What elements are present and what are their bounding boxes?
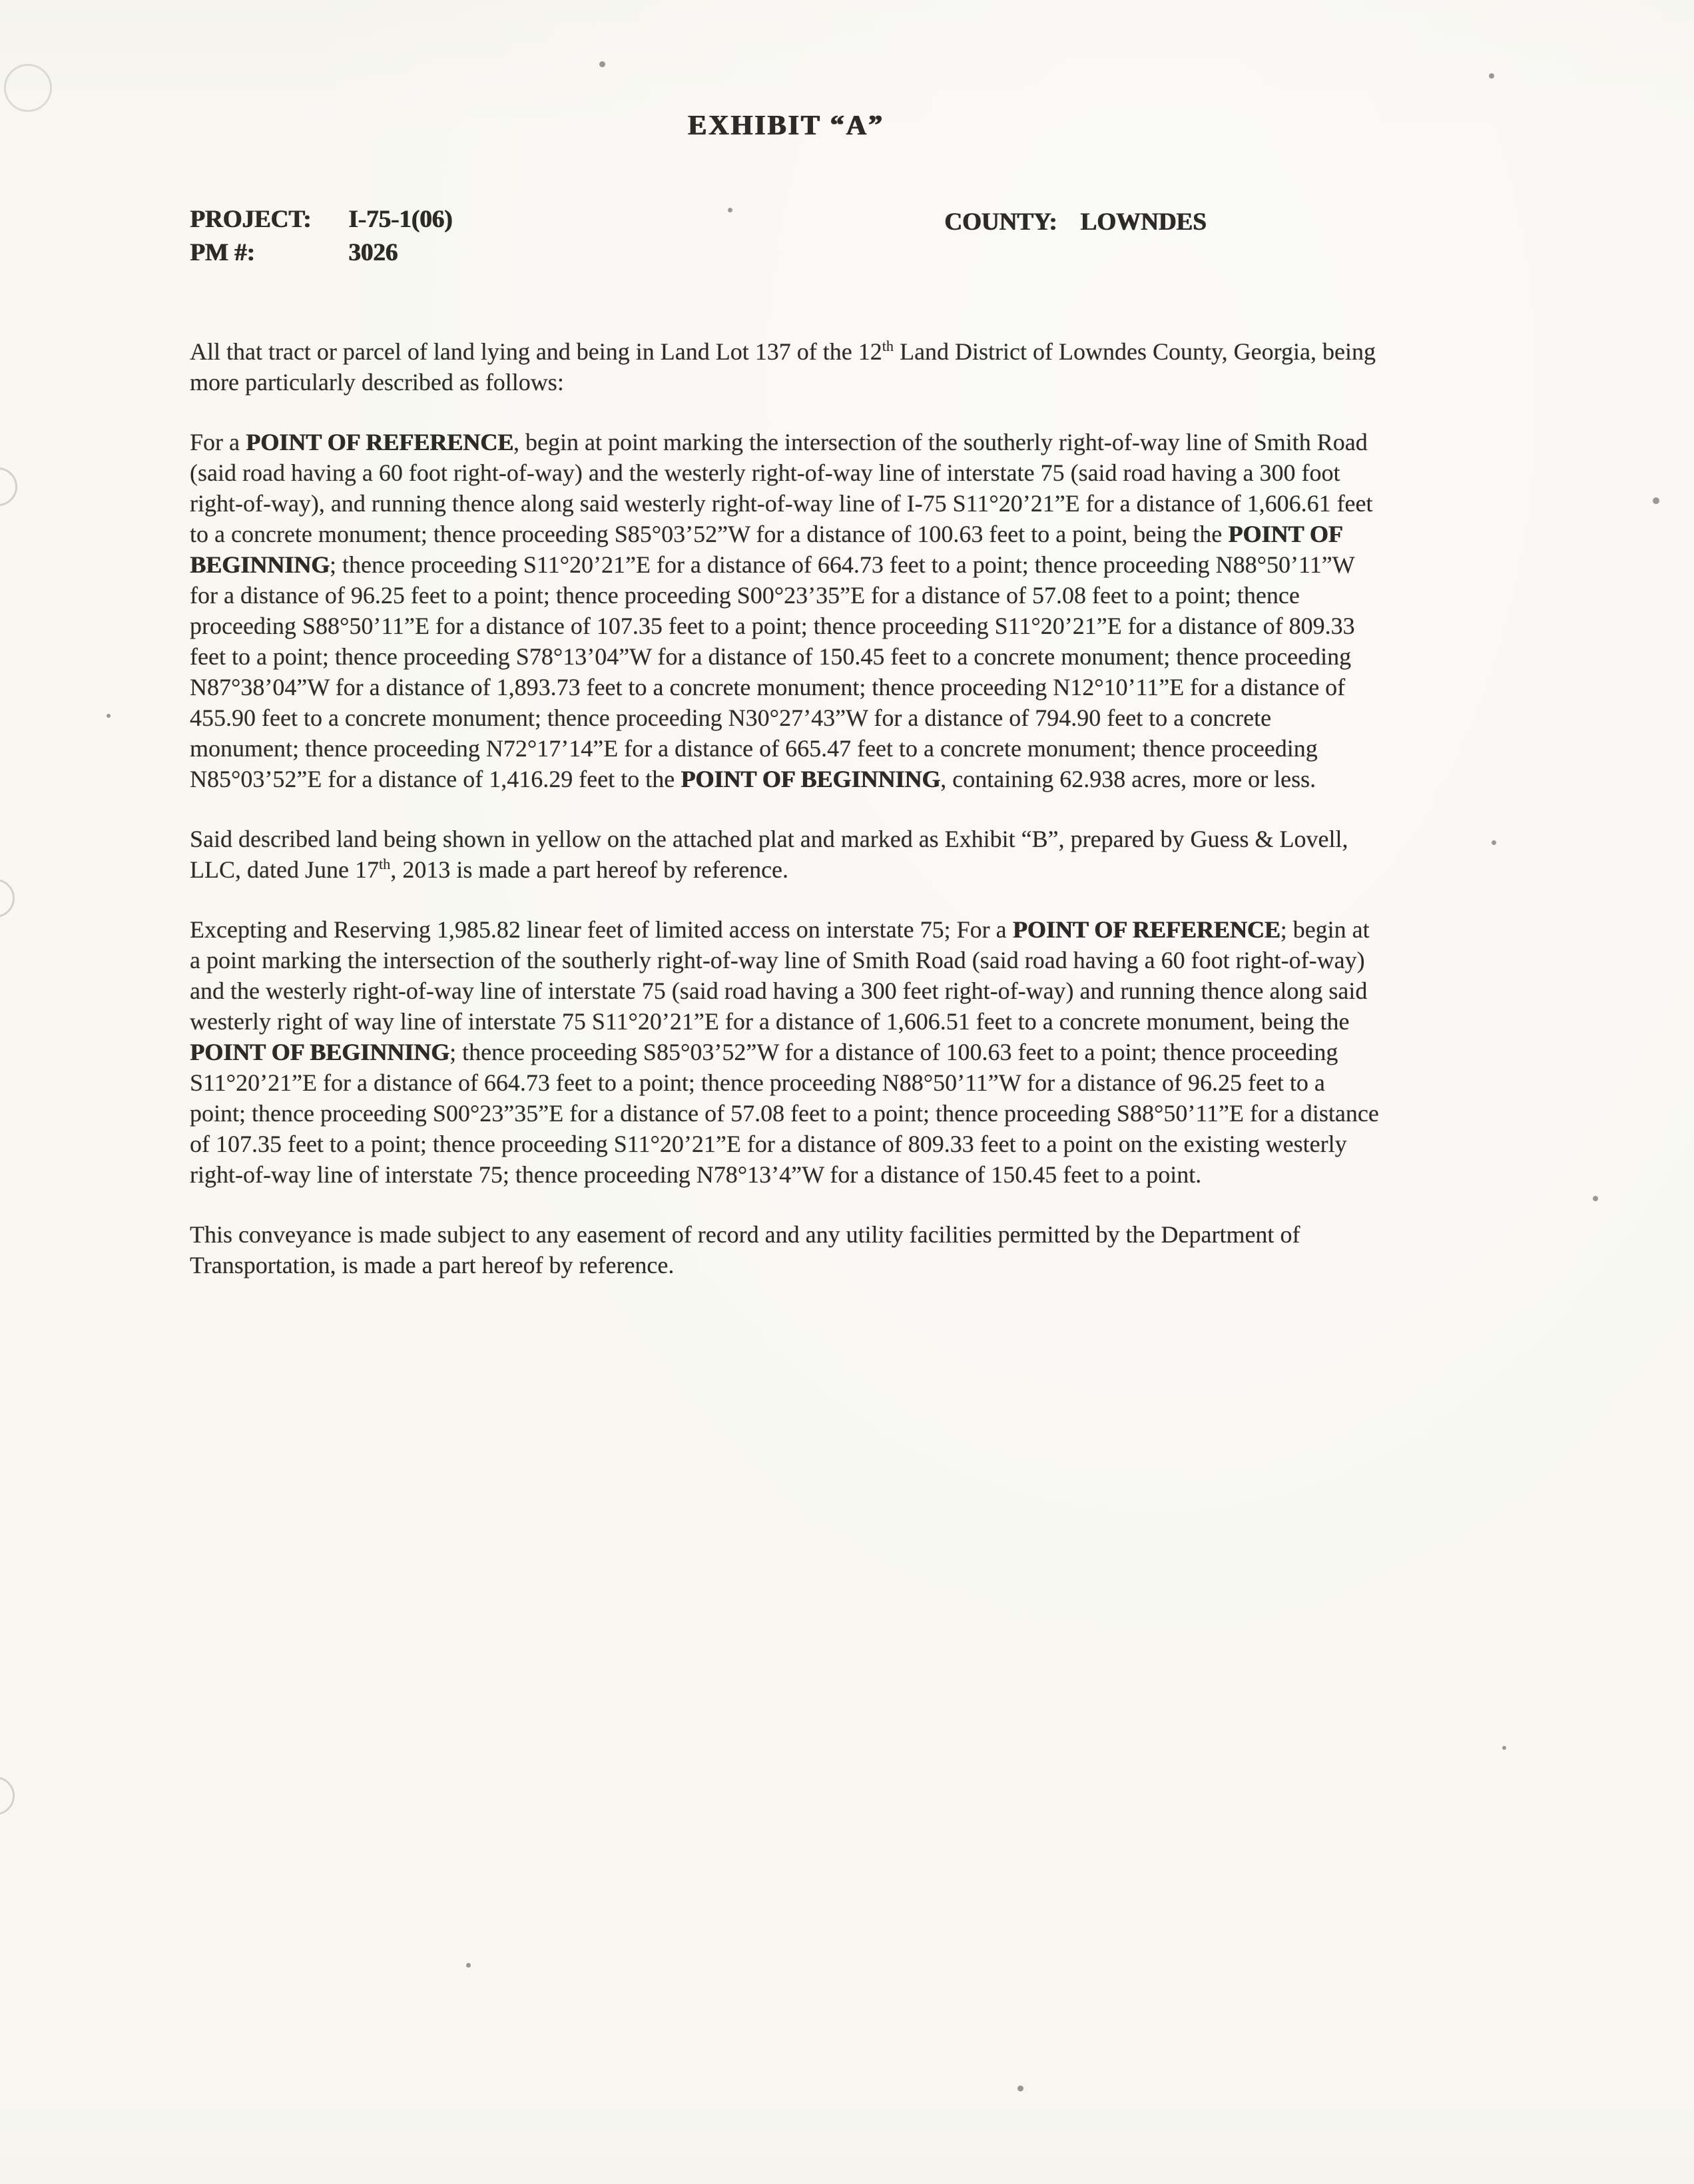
county-label: COUNTY: <box>944 208 1057 236</box>
superscript: th <box>378 856 391 872</box>
paragraph-5 <box>190 1219 1382 1280</box>
scan-speck <box>1492 840 1496 845</box>
paragraph-3 <box>190 824 1382 885</box>
text-run: , containing 62.938 acres, more or less. <box>940 766 1316 792</box>
scan-speck <box>107 714 111 718</box>
text-run: Land District of Lowndes County, Georgia, being more particularly described as follows: <box>190 338 1376 396</box>
scan-speck <box>466 1963 471 1968</box>
text-run: ; thence proceeding S11°20’21”E for a distance of 664.73 feet to a point; thence proceeding N88°50’11”W for a distance of 96.25 feet to a point; thence proceeding S00°23’35”E for a distance of 57.08 feet to a point; thence proceeding S88°50’11”E for a distance of 107.35 feet to a point; thence proceeding S11°20’21”E for a distance of 809.33 feet to a point; thence proceeding S78°13’04”W for a distance of 150.45 feet to a concrete monument; thence proceeding N87°38’04”W for a distance of 1,893.73 feet to a concrete monument; thence proceeding N12°10’11”E for a distance of 455.90 feet to a concrete monument; thence proceeding N30°27’43”W for a distance of 794.90 feet to a concrete monument; thence proceeding N72°17’14”E for a distance of 665.47 feet to a concrete monument; thence proceeding N85°03’52”E for a distance of 1,416.29 feet to the <box>190 551 1355 792</box>
legal-description-body <box>190 336 1382 1280</box>
pm-row <box>190 236 1382 270</box>
scan-speck <box>1593 1196 1598 1201</box>
county-row <box>944 206 1206 239</box>
document-content <box>190 110 1382 1310</box>
hole-punch <box>0 879 15 918</box>
text-run: ; thence proceeding S85°03’52”W for a distance of 100.63 feet to a point; thence proceeding S11°20’21”E for a distance of 664.73 feet to a point; thence proceeding N88°50’11”W for a distance of 96.25 feet to a point; thence proceeding S00°23”35”E for a distance of 57.08 feet to a point; thence proceeding S88°50’11”E for a distance of 107.35 feet to a point; thence proceeding S11°20’21”E for a distance of 809.33 feet to a point on the existing westerly right-of-way line of interstate 75; thence proceeding N78°13’4”W for a distance of 150.45 feet to a point. <box>190 1039 1379 1188</box>
hole-punch <box>0 467 17 506</box>
pm-label: PM #: <box>190 239 255 266</box>
paragraph-1 <box>190 336 1382 398</box>
text-run: This conveyance is made subject to any easement of record and any utility facilities permitted by the Department of Transportation, is made a part hereof by reference. <box>190 1221 1300 1278</box>
exhibit-title: EXHIBIT “A” <box>687 111 884 141</box>
project-value: I-75-1(06) <box>348 206 453 233</box>
scan-speck <box>1653 497 1659 504</box>
bold-term: POINT OF REFERENCE <box>246 429 514 455</box>
hole-punch <box>4 64 52 112</box>
bold-term: POINT OF BEGINNING <box>190 521 1342 578</box>
hole-punch <box>0 1776 15 1815</box>
scan-speck <box>1502 1746 1506 1750</box>
text-run: ; begin at a point marking the intersection of the southerly right-of-way line of Smith Road (said road having a 60 foot right-of-way) and the westerly right-of-way line of interstate 75 (said road having a 300 feet right-of-way) and running thence along said westerly right of way line of interstate 75 S11°20’21”E for a distance of 1,606.51 feet to a concrete monument, being the <box>190 916 1370 1035</box>
scan-speck <box>1017 2085 1023 2091</box>
scan-speck <box>599 61 605 67</box>
text-run: , begin at point marking the intersection of the southerly right-of-way line of Smith Road (said road having a 60 foot right-of-way) and the westerly right-of-way line of interstate 75 (said road having a 300 foot right-of-way), and running thence along said westerly right-of-way line of I-75 S11°20’21”E for a distance of 1,606.61 feet to a concrete monument; thence proceeding S85°03’52”W for a distance of 100.63 feet to a point, being the <box>190 429 1373 547</box>
superscript: th <box>882 338 894 354</box>
text-run: Said described land being shown in yellow on the attached plat and marked as Exhibit “B”, prepared by Guess & Lovell, LLC, dated June 17 <box>190 826 1348 883</box>
project-label: PROJECT: <box>190 206 312 233</box>
scan-speck <box>1489 73 1494 79</box>
county-value: LOWNDES <box>1080 208 1207 236</box>
project-header <box>190 203 1382 270</box>
text-run: For a <box>190 429 246 455</box>
paragraph-2 <box>190 427 1382 794</box>
text-run: All that tract or parcel of land lying and being in Land Lot 137 of the 12 <box>190 338 882 365</box>
bold-term: POINT OF BEGINNING <box>190 1039 450 1065</box>
text-run: Excepting and Reserving 1,985.82 linear feet of limited access on interstate 75; For a <box>190 916 1013 943</box>
bold-term: POINT OF BEGINNING <box>681 766 941 792</box>
text-run: , 2013 is made a part hereof by reference. <box>390 856 789 883</box>
pm-value: 3026 <box>348 239 398 266</box>
bold-term: POINT OF REFERENCE <box>1012 916 1280 943</box>
paragraph-4 <box>190 914 1382 1190</box>
